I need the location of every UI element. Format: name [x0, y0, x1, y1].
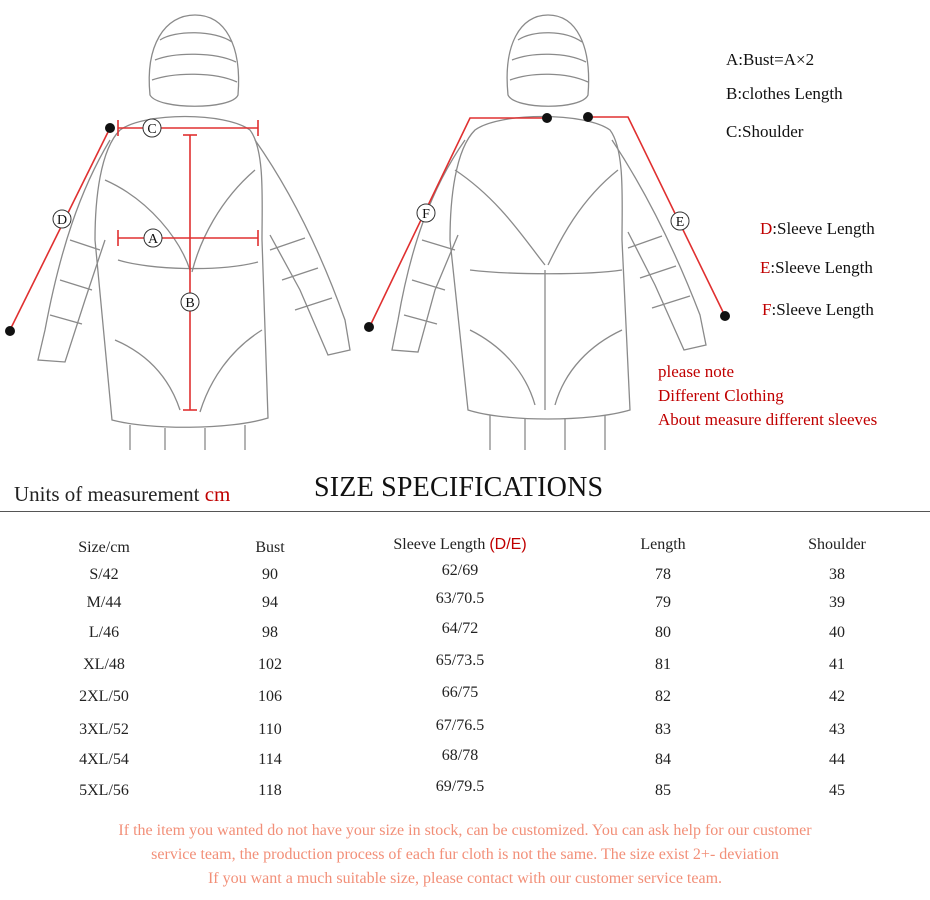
cell-sleeve: 62/69	[441, 562, 479, 579]
cell-size: 3XL/52	[79, 721, 129, 738]
cell-bust: 98	[262, 624, 278, 641]
cell-size: L/46	[88, 624, 120, 641]
cell-size: 2XL/50	[79, 688, 129, 705]
svg-text:A: A	[147, 232, 159, 247]
cell-size: 4XL/54	[79, 751, 129, 768]
header-size: Size/cm	[78, 539, 130, 556]
cell-sleeve: 68/78	[441, 747, 479, 764]
svg-text:F: F	[422, 207, 430, 222]
cell-size: M/44	[86, 594, 122, 611]
units-label: Units of measurement cm	[14, 482, 231, 506]
cell-sleeve: 66/75	[441, 684, 479, 701]
footer-line-1: If the item you wanted do not have your size in stock, can be customized. You can ask help for our customer	[118, 822, 812, 839]
svg-text:D: D	[56, 213, 68, 228]
marker-f	[417, 204, 435, 222]
page-title: SIZE SPECIFICATIONS	[314, 472, 604, 503]
cell-length: 82	[655, 688, 671, 705]
cell-length: 78	[655, 566, 671, 583]
note-line-3: About measure different sleeves	[658, 410, 878, 429]
svg-text:C: C	[147, 122, 157, 137]
cell-length: 85	[655, 782, 671, 799]
cell-bust: 114	[258, 751, 282, 768]
cell-shoulder: 39	[829, 594, 845, 611]
cell-sleeve: 64/72	[441, 620, 479, 637]
footer-line-3: If you want a much suitable size, please contact with our customer service team.	[207, 870, 723, 887]
marker-a	[144, 229, 162, 247]
marker-c	[143, 119, 161, 137]
svg-text:E: E	[675, 215, 685, 230]
cell-size: XL/48	[83, 656, 125, 673]
cell-shoulder: 40	[829, 624, 845, 641]
cell-sleeve: 65/73.5	[435, 652, 485, 669]
header-length: Length	[640, 536, 686, 553]
divider	[0, 511, 930, 512]
cell-shoulder: 43	[829, 721, 845, 738]
front-coat-sketch	[38, 15, 350, 450]
back-coat-sketch	[392, 15, 706, 450]
legend-sleeve-e: E:Sleeve Length	[760, 258, 873, 277]
cell-bust: 106	[258, 688, 282, 705]
cell-length: 83	[655, 721, 671, 738]
cell-shoulder: 45	[829, 782, 845, 799]
cell-shoulder: 44	[829, 751, 845, 768]
svg-text:B: B	[185, 296, 195, 311]
legend-bust: A:Bust=A×2	[726, 50, 815, 69]
legend-shoulder: C:Shoulder	[726, 122, 804, 141]
header-bust: Bust	[255, 539, 285, 556]
legend-clothes-length: B:clothes Length	[726, 84, 843, 103]
legend-sleeve-f: F:Sleeve Length	[762, 300, 874, 319]
header-shoulder: Shoulder	[808, 536, 866, 553]
cell-length: 80	[655, 624, 671, 641]
cell-length: 79	[655, 594, 671, 611]
cell-bust: 90	[262, 566, 278, 583]
cell-size: 5XL/56	[79, 782, 129, 799]
note-line-2: Different Clothing	[658, 386, 784, 405]
cell-sleeve: 67/76.5	[435, 717, 485, 734]
note-line-1: please note	[658, 362, 734, 381]
cell-bust: 102	[258, 656, 282, 673]
cell-shoulder: 38	[829, 566, 845, 583]
cell-bust: 118	[258, 782, 282, 799]
cell-shoulder: 42	[829, 688, 845, 705]
cell-length: 81	[655, 656, 671, 673]
cell-length: 84	[655, 751, 671, 768]
header-sleeve-length: Sleeve Length (D/E)	[393, 536, 527, 553]
marker-b	[181, 293, 199, 311]
marker-d	[53, 210, 71, 228]
cell-sleeve: 63/70.5	[435, 590, 485, 607]
cell-size: S/42	[89, 566, 119, 583]
marker-e	[671, 212, 689, 230]
cell-shoulder: 41	[829, 656, 845, 673]
cell-sleeve: 69/79.5	[435, 778, 485, 795]
cell-bust: 94	[262, 594, 278, 611]
footer-line-2: service team, the production process of each fur cloth is not the same. The size exist 2+- deviation	[151, 846, 779, 863]
cell-bust: 110	[258, 721, 282, 738]
legend-sleeve-d: D:Sleeve Length	[760, 219, 875, 238]
